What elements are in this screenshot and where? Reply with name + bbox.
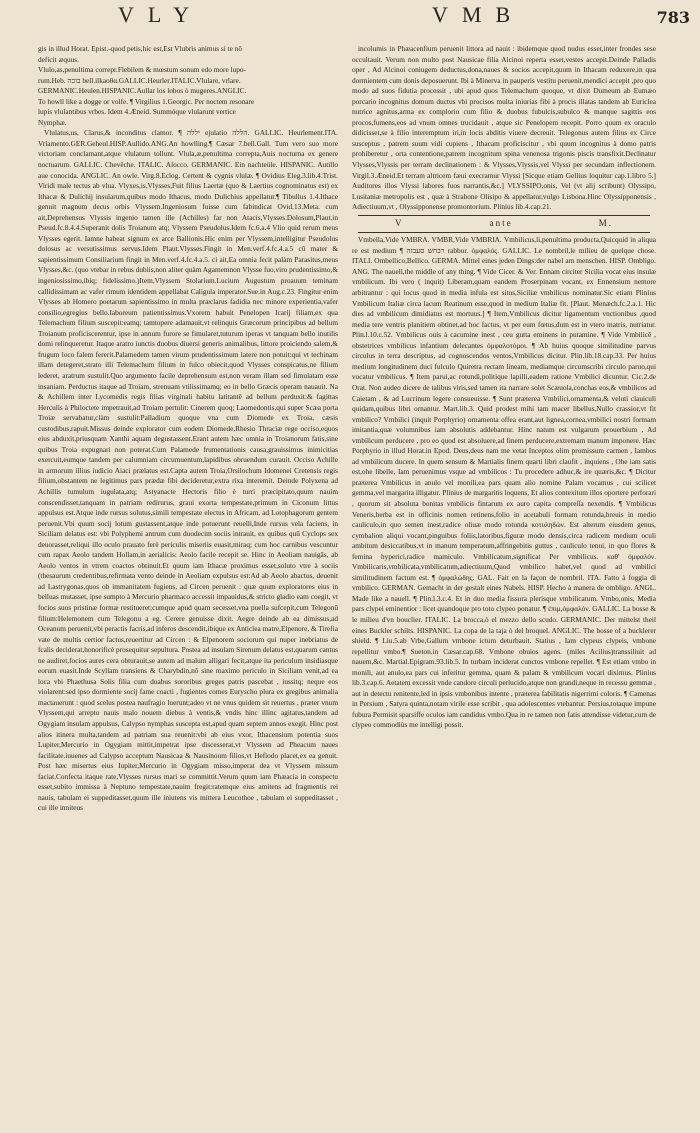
text-line: deficit æquus. bbox=[38, 54, 79, 64]
subhead-left: V bbox=[395, 217, 404, 228]
text-line: gis in illud Horat. Epist.-quod petis,hic est,Est Vlubris animus si te nō bbox=[38, 44, 242, 53]
section-rule-bottom bbox=[358, 232, 650, 233]
right-column-bottom: Vmbella,Vide VMBRA. VMBR,Vide VMBRIA. Vmbilicus,li,penultima producta,Quicquid in aliqua re est medium ¶ רבחש סעבזה rabbur. ὀμφαλός. GALLIC. Le nombril,le milieu de quelque chose. ITALI. Ombellico,Bellico. GERMA. Mittel eines jeden Dings:der nabel am menschen. HISP. Ombligo. ANG. The nauell,the middle of any thing. ¶ Vide Cicer. & Ver. Ennam circiter Sicilia vocat eius insulæ vmbilicum. Ibi vero ( inquit) Liberam,quam eandem Proserpinam vocant, ex Ennensium nemore arbitrantur : qui locus quod in media infula est situs,Siciliæ vmbilicus nominatur.Sic etiam Plinius Vmbilicum Italiæ circa lacum Reatinum esse,quod in medium Italiæ fit. [Plaut. Menæch.fc.2.a.1. Hic dies ad vmbilicum dimidiatus est mortuus.] ¶ Item,Vmbilicus dicitur ligamentum vnctionibus ,quod media tere ventris planitiem obtinet,ad hoc factus, vt per eum fœtus,dum est in vtero matris, nutriatur. Plin.l.10.c.52. Vmbilicus ouis à cacumine inest , ceu gutta eminens in putamine. ¶ Vide Vmbilicē , obstetrices vmbilicus infantium delecantes ὀμφαλοτόμοι. ¶ Ab huius quoque similitudine parvus circulus in terra descriptus, ad cognoscendos ventos,Vmbilicus dicitur. Plin.lib.18.cap.33. Per huius medium longitudinem duci fulculo Quiretra rectam lineam, mediamque circumscribi circulo paruo,qui vocatur vmbilicus. ¶ Item parui,ac rotundi,politique lapilli,eadem ratione Vmbilici dicuntur. Cic.2.de Orat. Non audeo dicere de talibus viris,sed tamen ita narrare solet Scæuola,conchas eos,& vmbilicos ad Caietam , & ad Lucrinum legere consueuisse. ¶ Sunt præterea Vmbilici,ornamenta,& veluti clauiculi quidam,quibus libri ornantur. Mart.lib.3. Quid prodest mihi tam macer libellus,Nullo crassior,vt fit vmbilico? Vmbilici (inquit Porphyrio) ornamenta offea erant,aut lignea,cornea,vmbilici nostri formam imitantia,quæ volumnibus iam absolutis addebantur. Hinc natum est vulgarum prouerbium , Ad vmbilicum perducere , pro eo quod est absoluere,ad finem perducere,extremam manum imponere. Hæc Porphyrio in illud Horat.in Epod. Deus,deus nam me vetat Inceptos olim promissum carmen , Iambos ad vmbilicum ducere. In quem sensum & Martialis finem quarti libri claufit , inquiens , Ohe iam satis est,ohe libelle, Iam peruenimus vsque ad vmbilicos : Tu procedere adhuc,& ire quæris,&c. ¶ Dicitur præterea Vmbilicus in anulo vel monili,ea pars quam alio nomine Palam vocamus , cui scilicet gemma,vel margarita illigatur. Plinius de margaritis loquens, Et alios contexitum illos oportere perforari , quorum sit absoluta bonitas vmbilicis fintarum ex auro capita compreſſa nexendis. ¶ Vmbilicus Veneris,herba est in officinis nomen retinens,folio in acetabuli formam rotunda,breuis in medio cauliculo,in quo semen inest,radice oliuæ modo rotunda κοτυληδὼν. Est alterum eiusdem genus, cymbalion aliqui vocant,pinguibus foliis,latoribus,figuræ modo densis,circa radicem medium oculi ambitum desiccatibus,vt in manum temperatum,affringebitis guttus , cauliculo tenui, in quo flores & femina hyperici,radice mamiculo. Vmbilicatum,significat Per vmbilicus. καθ' ὀμφαλόν. Vmbilicaris,vmbilicata,vmbilicatum,adiectiuum,Quod vmbilico habet,vel quod ad vmbilici similitudinem factum est. ¶ ὀμφαλώδης. GAL. Fait en la façon de nombril. ITA. Fatto à foggia di vmbilico. GERMAN. Gemacht in der gestalt eines Nabels. HISP. Hecho à manera de ombligo. ANGL. Made like a nauell. ¶ Plin.l.3.c.4. Et in duo media fissura plerisque vmbilicatum. Vmbo,onis, Media pars clypei eminentior : licet quandoque pro toto clypeo ponatur. ¶ ἐπιμ,ὀμφαλόν. GALLIC. La bosse & le milieu d'vn bouclier. ITALIC. La brocca,ò el mezzo dello scudo. GERMANIC. Der mittelst theil eines Buckler schilts. HISPANIC. La copa de la taja ò del broquel. ANGLIC. The bosse of a bucklerer shield. ¶ Liu.5.ab Vrbe,Gallum vmbone ictum deturbauit. Statius , Iam clypeus clypeis, vmbone repellitur vmbo.¶ Sueton.in Cæsar.cap.68. Vmbone obuios agens. (miles Acilius)transsiliuit ad nauem,&c. Martial.Epigram.93.lib.5. In turbam inciderat cunctos vmbone repellet. ¶ Est etiam vmbo in monili, aut anulo,ea pars cui inferitur gemma, quam & palam & vmbilicum vocari diximus. Plinius lib.3.cap.6. Aetatem excessit vnde candore circuli perlucido,atque non grandi,neque in recessu gemmæ , aut in detectu renitente,led in ipsis vmbonibus intente , præterea fabilitatis nigerrimi coloris. ¶ Camenas in Persium , Satyra quinta,notam virile esse scribit , qua adolescentes vtebantur. Persius,totaque impune fubura Permisit sparsiffe oculos iam candidus vmbo.Qua in re tamen non fatis attendisse videtur,cum de clypeo commodiùs me intelligi possit. bbox=[352, 235, 656, 730]
left-running-head: VLY bbox=[118, 2, 204, 27]
section-subheading bbox=[352, 218, 656, 229]
section-rule-top bbox=[358, 215, 650, 216]
right-column-top: incolumis in Phæacenfium peruenit littora ad nauit : ibidemque quod nudus esset,inter frondes sese occultauit. Verum non multo post Nausicae filia Alcinoi reperta esset,vestes accepit.Deinde Palladis oper , Ad Alcinoi coniugem deductus,dona,naues & socios accepit,quum in Ithacam reduxere,in qua dormientem cum donis deposuerunt. Ibi à Minerva in pauperis vestitu peruenit,mendici accepit ,pro quo modo ad suos fidutia processit , ubi apud quos Telemachum quoque, vt dixit Dumeum ab Eumæo porcario incognitus domum ductus vbi procisos multa iniurias fibi à procis illatas tandem ab Euriclea nutrice agnitus,arma ex complorio cum filio & duobus fubulcis,subulco & manque sagittis eos procos,fumens,eos ad vnum omnes trucidauit , atque sic Penelopem recepit. Porro quum ex oraculo didicisset,se à filio interemptum iri,in locis abditis viuere decreuit. Telegonus autem filius ex Circe susceptus , patrem suum vidi cupiens , Ithacam proficiscitur , vbi quum incognitus à domo patris prohiberetur , orta contentione,patrem incognitum spina venenosa trigonis piscis transfixit.Declinatur Vlysses,Vlyssis per terram declinationem : & Vlysses,Vlyssis,vel Vlyssi per secundam inflectionem. Virgil.3.Æneid.Et terram altricem fæui execramur Vlyssi [Sicque etiam Gellius loquitur cap.1.libro 5.] Auditores illos Vlyssi labores fuos narrantis,&c.] VLYSSIPO,onis, Vel (vt alij scribunt) Olyssipo, Lusitaniæ metropolis est , quæ à Strabone Olisipo & appellatur,vulgo Lisbona.Hinc Olyssipponensis , Adiectiuum,vt , Olyssipponense promontorium. Plinius lib.4.cap.21. bbox=[352, 44, 656, 212]
subhead-middle: ante bbox=[489, 217, 513, 228]
text-line: Nymphæ. bbox=[38, 117, 67, 127]
right-column bbox=[352, 44, 656, 1126]
right-running-head: VMB bbox=[432, 2, 525, 27]
left-column bbox=[38, 44, 338, 1126]
subhead-right: M. bbox=[598, 217, 613, 228]
running-header bbox=[0, 0, 700, 30]
text-line: To howll like a dogge or volfe. ¶ Virgilius 1.Georgic. Per noctem resonare bbox=[38, 96, 255, 106]
text-line: GERMANIC.Heulen.HISPANIC.Aullar los lobos ò mugeres.ANGLIC. bbox=[38, 86, 247, 96]
text-line: lupis vlulantibus vrbes. Idem 4.Æneid. Summóque vlularunt vertice bbox=[38, 107, 236, 117]
text-line: Vlulo,as,penultima correpr.Flebilem & mœstum sonum edo more lupo- bbox=[38, 65, 246, 75]
text-line: rum.Heb. בוכה bell.ilkaoθα.GALLIC.Heurler.ITALIC.Vlulare, vrlare. bbox=[38, 75, 241, 85]
page-number: 783 bbox=[656, 8, 690, 27]
left-column-body: Vlulatus,us, Clarus,& inconditus clamor. ¶ יללה ejulatio הללה. GALLIC. Heurlement.ITA. Vrlamento.GER.Geheul.HISP.Aullido.ANG.An howlling.¶ Cæsar 7.bell.Gall. Tum vero suo more victoriam conclamant,atque vlulatum tollunt. Vlula,æ,penultima correpta,Auis nocturna ex genere noctuarum. GALLIC. Chevêche. ITALIC. Alocco. GERMANIC. Ein nachteüle. HISPANIC. Autillo aue conocida. ANGLIC. An owle. Virg.8.Eclog. Certent & cygnis vlulæ. ¶ Ovidius Eleg.3.lib.4.Trist. Viridi male tectus ab vlua. Vlyxes,is,Vlysses,Fuit filius Laertæ (quo & Laertius cognominatus est) ex Ithacæ & Dulichij insularum,quibus modo Ithacus, modo Dulichius appellatur.¶ Tibullus 1.4.Ithace genuit magnum decus orbis Vlyssem.Ingeniosum fuisse cum fabindicat Ovid.13.Meta. cum ait,Deprehensus Vlyssis ingenio tamen ille (Achilles) far non Atacis,Vlysses.Dolosum,Plaut.in Pseud.fc.8.4.4.Superanit dolis Troianum atq; Vlyssem Pseudolus.Idem fc.6.a.4 Vlio quid rerum meus Vlysses egerit. Iamne habeat signum ex arce Ballionis.Hic enim per Vlyssem,intelligitur Pseudolus dolosus ac versutissimus servus.Idem Plaut.Vlysses.Fingit in Men.verf.4.fc.4.a.5 cū mater & sapientissimum Consiliarium fingit in Men.verf.4.fc.4.a.5. ci ait,Ea omnia fecit palàm Parasitus,meus Vlysses,&c. (quo vtebar in rebus dubiis,non aliter quàm Agamemnon Vlysse fuo,viro prudentissimo,& ingeniosissimo,ibiq; fidelissimo.)Item,Vlyssem Stolarium.Lucium Augustum proauum teminam callidissimam ac vafer rimum identidem appellabat Caligula imperator.Sue.in Aug.c.23. Fingitur enim Vlysses ab Homero poetarum sapientissimo in multa præclarus fadidia nec minore experientia,vafer consilio,egregius bello.Iaboreum patientissimus.Vxorem habuit Penelopen Icarij filiam,ex qua Telemachum filium suscepit:eamq; tamtopere adamauit,vt relinquis Græcorum principibus ad bellum Troianum proficiscerentur, ipse in annum furore se fimularet,tuturum iperas vt tanquam bello inutilis domi relinqueretur. Itaque aratro iunctis duobus diuersi generis animalibus, littore proiciendo salem,& frugum loco falem fererit.Palamedem tamen virum prudentissimum latere non potuit:qui vt techinam illam detegeret,strato illi Telemachum filium in fulco obiecit,quod Vlysses conspicatus,ne filium lederet, aratrum sustulit.Quo argumento facile deprehensum est,non veram illam sed fimulatam esse insaniam. Perductus itaque ad Troiam, strenuam vtilissimamq; eo in bello Græcis operam nauauit. Na & Achillem inter Lycomedis regis filias virginali habitu latitantē ad bellum perduxit:& fagittas Herculis à Philoctete impetrauit,ad Troiam pertulit: Cinerem quoq; Laomedontis,qui super Scæa porta Troiæ servabatur,clàm sustulit:Palladium quoque vna cum Diomede ex Troia, cæsis custodibus,rapuit.Missus deinde explorator cum eodem Diomede,Rhesio Thraciæ rege occiso,equos eius abduxit,priusquam Xanthi aquam degustassent.Erant autem hæc omnia in Troianorum fatis,sine quibus Troia expugnari non poterat.Cum Palamede frumentationis causa,grauissimus inimicitias exercuit,eumque tandem per calumniam circumuentum,lapidibus obruendum curauit. Occiso Achille in armorum illius iudicio Aiaci prælatus est.Capta autem Troia,Orsilochum Idomenei Cretensis regis filium,obstantem ne legitimus pars prædæ fibi decideretur,extra rixa interemit. Deinde Polyxena ad Achillis tumulum iugulata,atq; Astyanacte Hectoris filio è turri præcipitato,quum nauim conscendisset,tanquam in patriam redirurus, graui exorta tempestate,primum in Ciconum littus appulsus est.Atque inde rursus solutus,simili tempestate electus in Africam, ad Lotophagorum gentem peruenit.Vbi quum socij lotum gustassent,atque inde potuerunt reuelli,Inde rursus vela faciens, in Siciliam delatus est: vbi Polyphemi antrum cum duodecim sociis intrauit, ex quibus quū Cyclops sex deuorasset,reliqui illo oculo prauato ferè periculis miseriis euasit,miraq; cum hoc carnibus vescuntur cum rapax Aeolo tandem Hollam,in aerialicis: Aeolo facile recepit se. Hinc in Aeoliam nauigās, ab Aeolo ventos in vtrem coactos obtinuit.Et quum iam Ithacæ proximus esset,soluto vtre à sociis (thesaurum credentibus,refirmata vento deinde in Aeoliam expulsus est:Ad ab Aeolo abactus, deuenit ad Lastrygonas,quos ob immanitatem fugiens, ad Circen peruenit : quæ quum exploratores eius in belluas mutasset, ipse sumpto à Mercurio pharmaco accessit impauidus,& stricto gladio eam coegit, vt focios suos pristinæ formæ restitueret;cumque apud quam secesset,vna puella sufcepit,cum Telegonū filium:Helemonem cum Telegonu a eg. Cerere genuisse dixit. Aegre deinde ab ea dimissus,ad Oceanum peruenit,vbi peractis facris,ad inferos descendit,ibique ex Anticlea matre,Elpenore, & Tirefia vate de multis certior factus,reuertitur ad Circen : & Elpenorem sociorum qui nuper inebriatus de fcalis deciderat,honorificè prosequitur sepultura. Postea ad insulam Sirenum delatus est,quarum cantus ne audiret,focios aures cera obturauit,se autem ad malum alligari fecit,atque ita periculum insidiasque eorum euasit.Inde Scyllam transiens & Charybdin,nō sine maximo periculo in Siciliam venit,ad ea loca vbi Phaethusa Solis filia cum duabus sororibus greges patris pascebat , iussitq; neque eos violarent:sed ipso dormiente socij fame coacti , fugientes comes Euryscho plura ex gregibus animalia mactauerunt : quod scelus postea naufragio luerunt;adeo vt ne vnus quidem sit reuertus , præter vnum Vlyssem,qui arrepto nauis malo nouem diebus à ventis,& vndis hinc illinc agitatus,tandem ad Ogygiam insulam appulsus, Calypso nymphas suscepta est,apud quam septem annos exegit. Hinc post alios itinera multa,tandem ad patriam sua reuenit:vbi ab eius vxor, Ithacensium potentia suos Lupiter,Mercurio in Ogygiam mittit,impetrat ipse discesserat,vt Vlyssem ad Pheacum naues facilitate.iuuenes ad Calypso acceptum Nausicaa & Nausinoum filios,vt Hefiodo placet,ex ea genuit. Post hæc misertus eius Iupiter,Mercurio in Ogygiam misso,imperat dea vt Vlyssem missum faciat.Confecta itaque rate,Vlysses rursus mari se committit.Verum quum iam Phæacia in conspectu esset,subito immissa à Neptuno tempestate,nauim fregit:ratemque eius amitens ad fragmentis rei nauis, tabulam ei suppeditasset,quum ille iniutens vis mittera Leucothoe , tabulam ei suppeditasset , cui ille inniteus bbox=[38, 128, 338, 813]
